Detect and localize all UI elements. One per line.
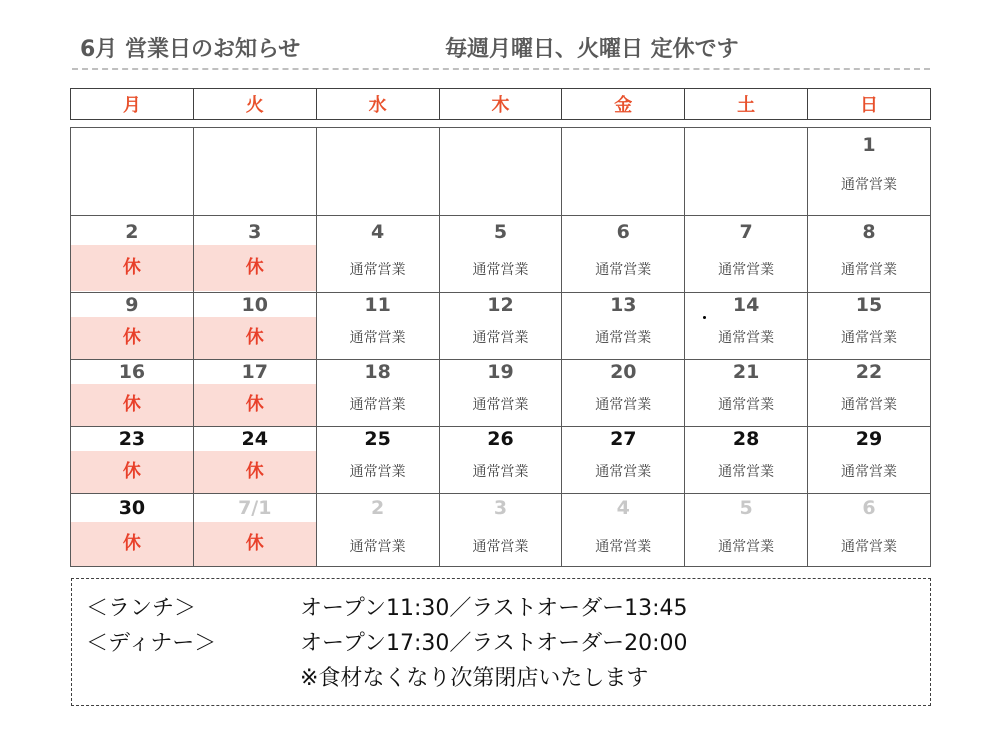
calendar-week: [71, 128, 931, 216]
day-cell: [316, 293, 439, 360]
day-cell: [562, 427, 685, 494]
lunch-hours: オープン11:30／ラストオーダー13:45: [300, 596, 688, 621]
day-cell: [562, 293, 685, 360]
empty-day-cell: [439, 128, 562, 216]
open-status: 通常営業: [472, 539, 529, 555]
closed-status: 休: [71, 317, 193, 359]
open-status: 通常営業: [595, 262, 652, 278]
open-status: 通常営業: [595, 397, 652, 413]
closed-status: 休: [71, 384, 193, 426]
day-number: 27: [610, 428, 637, 450]
day-cell: [685, 427, 808, 494]
weekday-sun: 日: [808, 89, 931, 120]
open-status: 通常営業: [349, 330, 406, 346]
day-cell: [71, 293, 194, 360]
day-cell: [193, 216, 316, 293]
open-status: 通常営業: [841, 177, 898, 193]
day-cell: [439, 360, 562, 427]
day-cell: [193, 293, 316, 360]
day-number: 6: [616, 221, 630, 243]
day-cell: [193, 427, 316, 494]
empty-day-cell: [562, 128, 685, 216]
day-cell: [439, 494, 562, 567]
day-number: 14: [732, 294, 760, 316]
open-status: 通常営業: [841, 330, 898, 346]
open-status: 通常営業: [472, 397, 529, 413]
calendar-grid: [70, 127, 931, 567]
empty-day-cell: [71, 128, 194, 216]
day-number: 16: [118, 361, 146, 383]
open-status: 通常営業: [349, 539, 406, 555]
lunch-label: ＜ランチ＞: [86, 596, 197, 621]
closed-status: 休: [194, 384, 316, 426]
day-cell: [71, 494, 194, 567]
day-number: 21: [732, 361, 760, 383]
hours-info-box: [71, 578, 931, 706]
day-cell: [685, 216, 808, 293]
closed-status: 休: [71, 451, 193, 493]
open-status: 通常営業: [718, 397, 775, 413]
day-number: 4: [616, 497, 630, 519]
day-cell: [685, 494, 808, 567]
day-number: 30: [118, 497, 146, 519]
open-status: 通常営業: [349, 262, 406, 278]
open-status: 通常営業: [718, 464, 775, 480]
empty-day-cell: [193, 128, 316, 216]
day-cell: [71, 216, 194, 293]
open-status: 通常営業: [472, 262, 529, 278]
day-cell: [439, 427, 562, 494]
open-status: 通常営業: [595, 464, 652, 480]
open-status: 通常営業: [595, 539, 652, 555]
day-cell: [808, 427, 931, 494]
day-number: 3: [493, 497, 508, 519]
open-status: 通常営業: [349, 397, 406, 413]
day-number: 20: [610, 361, 637, 383]
closed-status: 休: [194, 522, 316, 566]
day-number: 2: [370, 497, 385, 519]
day-number: 7/1: [238, 497, 272, 519]
page-title: 6月 営業日のお知らせ: [80, 37, 301, 62]
day-cell: [685, 293, 808, 360]
day-cell: [71, 427, 194, 494]
day-cell: [316, 494, 439, 567]
open-status: 通常営業: [595, 330, 652, 346]
open-status: 通常営業: [841, 464, 898, 480]
day-number: 29: [855, 428, 883, 450]
closed-status: 休: [71, 245, 193, 291]
day-number: 13: [610, 294, 637, 316]
day-cell: [562, 494, 685, 567]
day-cell: [193, 360, 316, 427]
day-number: 12: [487, 294, 514, 316]
weekday-mon: 月: [71, 89, 194, 120]
open-status: 通常営業: [841, 539, 898, 555]
closed-status: 休: [194, 245, 316, 291]
day-number: 11: [364, 294, 391, 316]
open-status: 通常営業: [472, 330, 529, 346]
calendar-week: [71, 216, 931, 293]
day-number: 2: [125, 221, 139, 243]
closing-note: ※食材なくなり次第閉店いたします: [300, 666, 649, 691]
day-cell: [562, 216, 685, 293]
weekday-wed: 水: [316, 89, 439, 120]
empty-day-cell: [316, 128, 439, 216]
day-number: 5: [739, 497, 753, 519]
open-status: 通常営業: [718, 539, 775, 555]
closed-status: 休: [71, 522, 193, 566]
day-cell: [439, 293, 562, 360]
day-number: 4: [370, 221, 385, 243]
day-number: 25: [364, 428, 391, 450]
day-cell: [562, 360, 685, 427]
calendar-week: [71, 427, 931, 494]
day-number: 22: [855, 361, 883, 383]
day-cell: [71, 360, 194, 427]
day-number: 7: [739, 221, 753, 243]
day-cell: [685, 360, 808, 427]
day-number: 5: [493, 221, 508, 243]
weekday-header: [70, 88, 931, 120]
day-cell: [808, 128, 931, 216]
open-status: 通常営業: [349, 464, 406, 480]
calendar-week: [71, 494, 931, 567]
day-cell: [808, 216, 931, 293]
day-cell: [808, 494, 931, 567]
day-cell: [316, 427, 439, 494]
day-cell: [316, 360, 439, 427]
day-number: 15: [855, 294, 883, 316]
open-status: 通常営業: [718, 330, 775, 346]
weekday-tue: 火: [193, 89, 316, 120]
weekday-sat: 土: [685, 89, 808, 120]
day-number: 19: [487, 361, 514, 383]
day-cell: [316, 216, 439, 293]
open-status: 通常営業: [841, 262, 898, 278]
day-number: 18: [364, 361, 391, 383]
closed-status: 休: [194, 317, 316, 359]
day-number: 10: [241, 294, 268, 316]
day-number: 23: [118, 428, 146, 450]
dinner-hours: オープン17:30／ラストオーダー20:00: [300, 631, 688, 656]
day-cell: [193, 494, 316, 567]
day-number: 8: [862, 221, 876, 243]
open-status: 通常営業: [718, 262, 775, 278]
open-status: 通常営業: [841, 397, 898, 413]
day-number: 24: [241, 428, 268, 450]
weekday-fri: 金: [562, 89, 685, 120]
open-status: 通常営業: [472, 464, 529, 480]
day-number: 28: [732, 428, 760, 450]
day-number: 3: [248, 221, 262, 243]
stray-dot: [703, 316, 706, 319]
day-number: 6: [862, 497, 876, 519]
dinner-label: ＜ディナー＞: [86, 631, 217, 656]
day-cell: [439, 216, 562, 293]
calendar-week: [71, 360, 931, 427]
day-number: 1: [862, 134, 876, 156]
weekday-thu: 木: [439, 89, 562, 120]
closed-status: 休: [194, 451, 316, 493]
closing-days-notice: 毎週月曜日、火曜日 定休です: [445, 37, 739, 62]
calendar-week: [71, 293, 931, 360]
empty-day-cell: [685, 128, 808, 216]
title-divider: [72, 68, 930, 70]
day-cell: [808, 293, 931, 360]
day-cell: [808, 360, 931, 427]
day-number: 9: [125, 294, 139, 316]
day-number: 17: [241, 361, 268, 383]
day-number: 26: [487, 428, 514, 450]
